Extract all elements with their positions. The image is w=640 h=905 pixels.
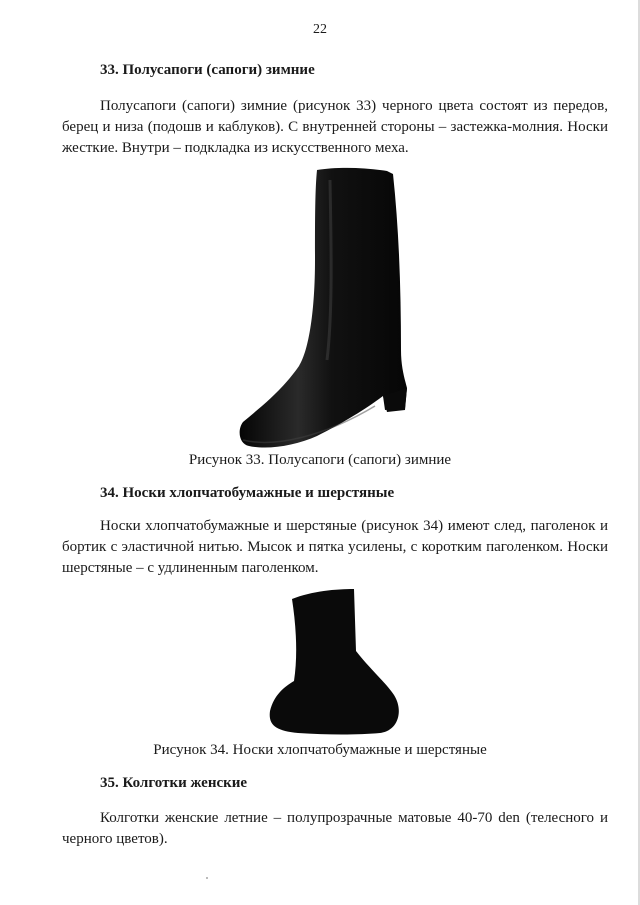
winter-boot-image — [235, 160, 410, 450]
scan-speck — [206, 877, 208, 879]
figure-33-caption: Рисунок 33. Полусапоги (сапоги) зимние — [188, 452, 452, 468]
page-number: 22 — [313, 22, 327, 37]
section-35-paragraph: Колготки женские летние – полупрозрачные матовые 40-70 den (телесного и черного цветов). — [62, 810, 608, 847]
section-35-heading: 35. Колготки женские — [100, 775, 248, 791]
section-33-heading: 33. Полусапоги (сапоги) зимние — [100, 62, 315, 78]
figure-34-caption: Рисунок 34. Носки хлопчатобумажные и шерстяные — [153, 742, 487, 758]
sock-image — [268, 585, 408, 740]
section-33-paragraph: Полусапоги (сапоги) зимние (рисунок 33) черного цвета состоят из передов, берец и низа (подошв и каблуков). С внутренней стороны – застежка-молния. Носки жесткие. Внутри – подкладка из искусственного меха. — [62, 98, 608, 156]
sock-shape — [270, 589, 399, 735]
section-34-paragraph: Носки хлопчатобумажные и шерстяные (рисунок 34) имеют след, паголенок и бортик с эластичной нитью. Мысок и пятка усилены, с коротким паголенком. Носки шерстяные – с удлиненным паголенком. — [62, 518, 608, 576]
boot-shape — [240, 168, 407, 448]
section-34-heading: 34. Носки хлопчатобумажные и шерстяные — [100, 485, 395, 501]
